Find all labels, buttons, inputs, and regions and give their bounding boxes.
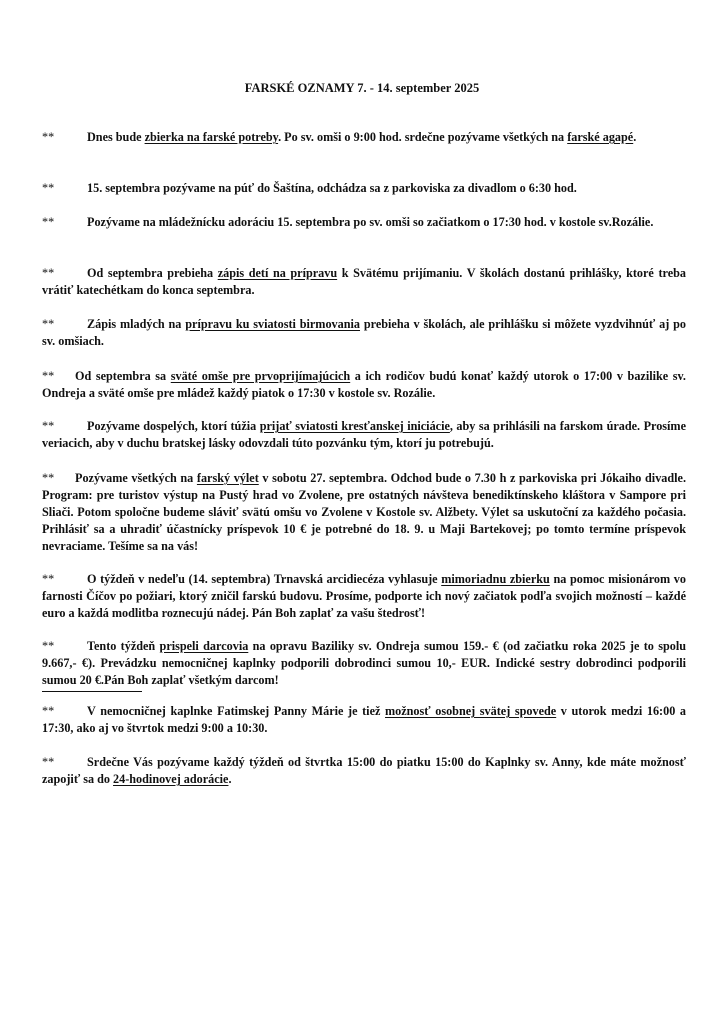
page-title: FARSKÉ OZNAMY 7. - 14. september 2025 xyxy=(244,81,480,95)
notice-parish-trip: ** Pozývame všetkých na farský výlet v sobotu 27. septembra. Odchod bude o 7.30 h z parkoviska pri Jókaiho divadle. Program: pre turistov výstup na Pustý hrad vo Zvolene, pre ostatných návšteva benediktínskeho kláštora v Sampore pri Sliači. Potom spoločne budeme sláviť svätú omšu vo Zvolene v Kostole sv. Alžbety. Výlet sa uskutoční za každého počasia. Prihlásiť sa a uhradiť účastnícky príspevok 10 € je potrebné do 18. 9. u Maji Bartekovej; po tomto termíne príspevok nevraciame. Tešíme sa na vás! xyxy=(42,471,686,553)
bullet-marker: ** xyxy=(42,266,55,280)
notice-collection: ** Dnes bude zbierka na farské potreby. Po sv. omši o 9:00 hod. srdečne pozývame všetkých na farské agapé. xyxy=(42,130,637,144)
notice-first-communion: ** Od septembra prebieha zápis detí na prípravu k Svätému prijímaniu. V školách dostanú prihlášky, ktoré treba vrátiť katechétkam do konca septembra. xyxy=(42,266,686,297)
highlight-enrollment: zápis detí na prípravu xyxy=(217,266,338,280)
highlight-donors: prispeli darcovia xyxy=(159,639,249,653)
bullet-marker: ** xyxy=(42,419,55,433)
bullet-marker: ** xyxy=(42,215,55,229)
bullet-marker: ** xyxy=(42,704,55,718)
notice-youth-adoration: ** Pozývame na mládežnícku adoráciu 15. septembra po sv. omši so začiatkom o 17:30 hod. v kostole sv.Rozálie. xyxy=(42,215,654,229)
bullet-marker: ** xyxy=(42,639,55,653)
highlight-special-collection: mimoriadnu zbierku xyxy=(441,572,550,586)
highlight-confirmation: prípravu ku sviatosti birmovania xyxy=(185,317,361,331)
notice-adoration: ** Srdečne Vás pozývame každý týždeň od štvrtka 15:00 do piatku 15:00 do Kaplnky sv. Anny, kde máte možnosť zapojiť sa do 24-hodinovej adorácie. xyxy=(42,755,686,786)
notice-initiation: ** Pozývame dospelých, ktorí túžia prijať sviatosti kresťanskej iniciácie, aby sa prihlásili na farskom úrade. Prosíme veriacich, aby v duchu bratskej lásky odovzdali túto pozvánku tým, ktorí ju potrebujú. xyxy=(42,419,686,450)
highlight-trip: farský výlet xyxy=(196,471,259,485)
notice-donors: ** Tento týždeň prispeli darcovia na opravu Baziliky sv. Ondreja sumou 159.- € (od začiatku roka 2025 je to spolu 9.667,- €). Prevádzku nemocničnej kaplnky podporili dobrodinci sumou 10,- EUR. Indické sestry dobrodinci podporili sumou 20 €.Pán Boh zaplať všetkým darcom! xyxy=(42,639,686,687)
divider-line xyxy=(42,691,142,692)
bullet-marker: ** xyxy=(42,181,55,195)
notice-masses: ** Od septembra sa sväté omše pre prvoprijímajúcich a ich rodičov budú konať každý utorok o 17:00 v bazilike sv. Ondreja a sväté omše pre mládež každý piatok o 17:30 v kostole sv. Rozálie. xyxy=(42,369,686,400)
notice-pilgrimage: ** 15. septembra pozývame na púť do Šaštína, odchádza sa z parkoviska za divadlom o 6:30 hod. xyxy=(42,181,577,195)
highlight-collection: zbierka na farské potreby xyxy=(144,130,279,144)
bullet-marker: ** xyxy=(42,755,55,769)
highlight-initiation: prijať sviatosti kresťanskej iniciácie xyxy=(259,419,450,433)
notice-special-collection: ** O týždeň v nedeľu (14. septembra) Trnavská arcidiecéza vyhlasuje mimoriadnu zbierku na pomoc misionárom vo farnosti Číčov po požiari, ktorý zničil farskú budovu. Prosíme, podporte ich nový začiatok podľa svojich možností – každé euro a každá modlitba roznecujú nádej. Pán Boh zaplať za vašu štedrosť! xyxy=(42,572,686,620)
notice-confirmation: ** Zápis mladých na prípravu ku sviatosti birmovania prebieha v školách, ale prihlášku si môžete vyzdvihnúť aj po sv. omšiach. xyxy=(42,317,686,348)
bullet-marker: ** xyxy=(42,572,55,586)
bullet-marker: ** xyxy=(42,317,55,331)
highlight-confession: možnosť osobnej svätej spovede xyxy=(385,704,557,718)
highlight-agape: farské agapé xyxy=(567,130,634,144)
bullet-marker: ** xyxy=(42,130,55,144)
notice-confession: ** V nemocničnej kaplnke Fatimskej Panny Márie je tiež možnosť osobnej svätej spovede v utorok medzi 16:00 a 17:30, ako aj vo štvrtok medzi 9:00 a 10:30. xyxy=(42,704,687,735)
highlight-masses: sväté omše pre prvoprijímajúcich xyxy=(170,369,351,383)
bullet-marker: ** xyxy=(42,369,55,383)
highlight-adoration: 24-hodinovej adorácie xyxy=(113,772,229,786)
bullet-marker: ** xyxy=(42,471,55,485)
